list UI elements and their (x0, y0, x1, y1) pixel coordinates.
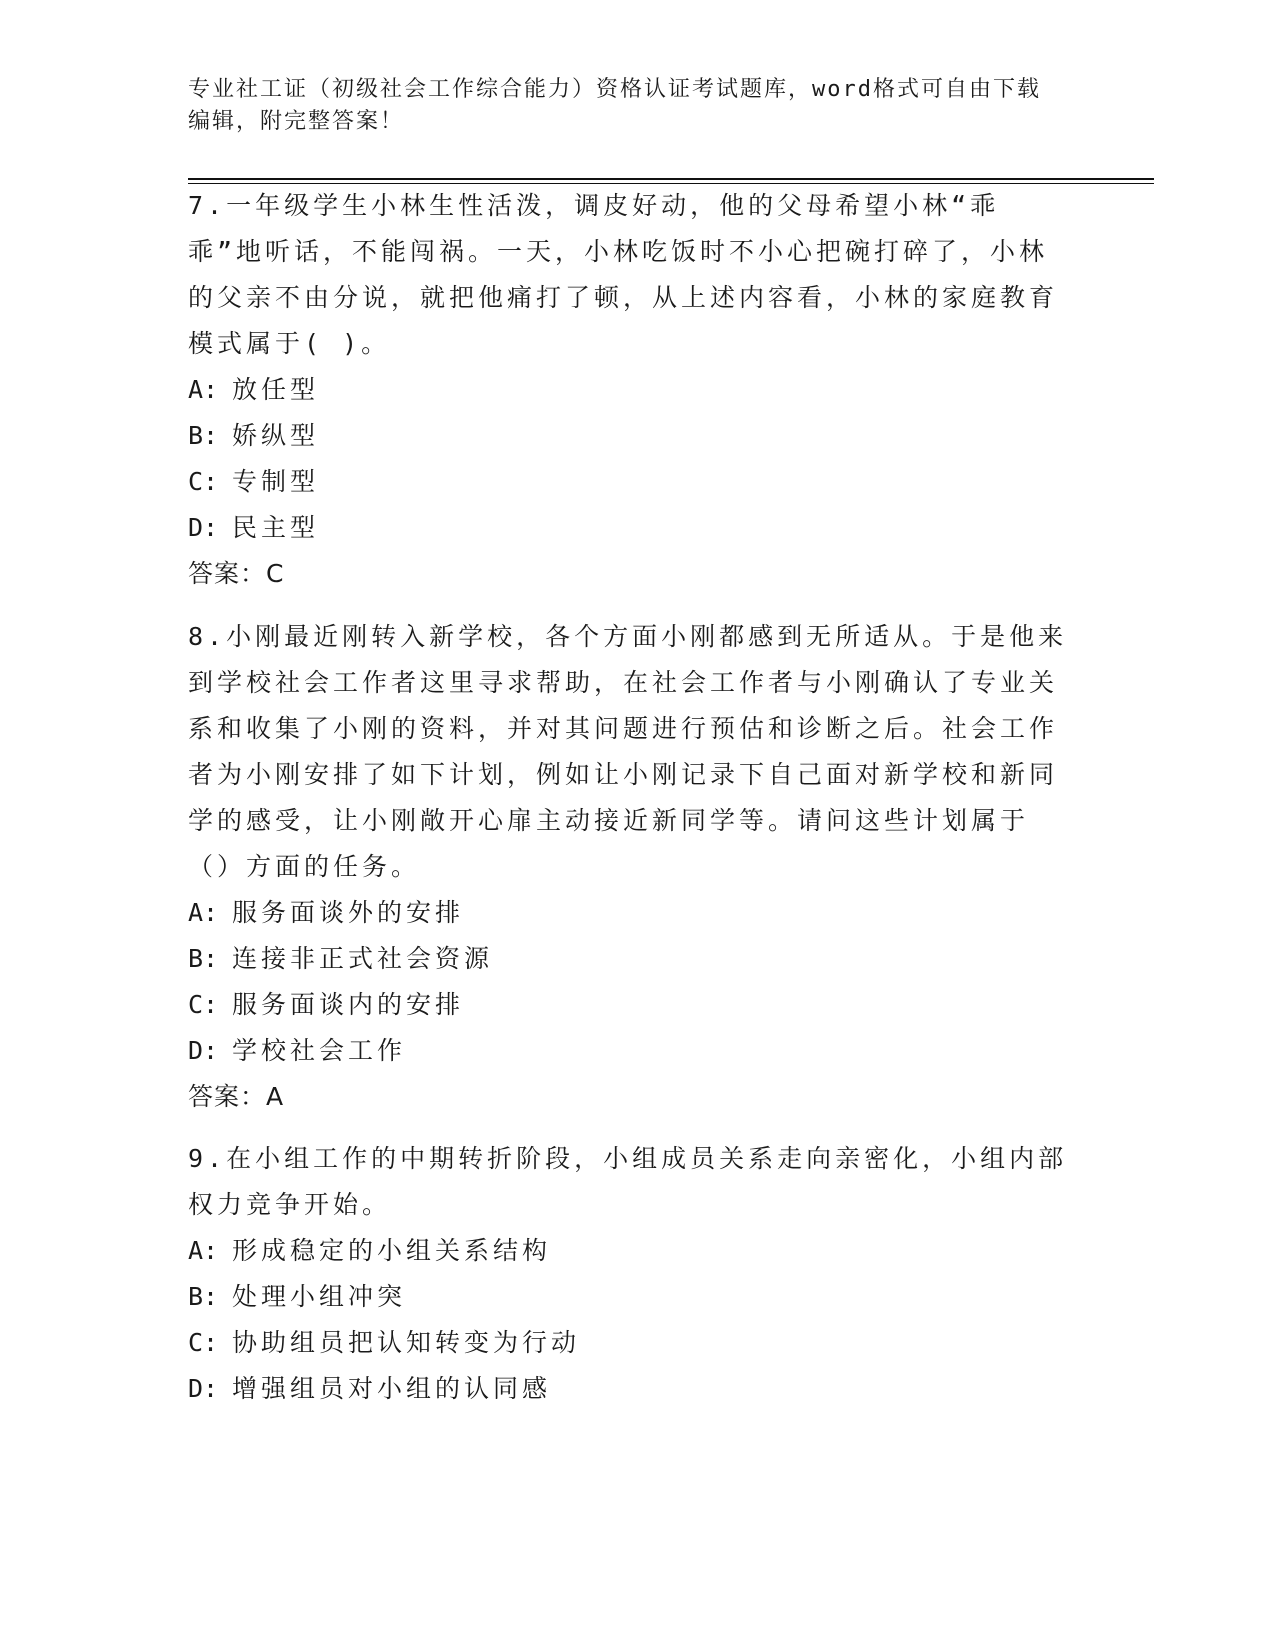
option-text: 学校社会工作 (232, 1036, 407, 1065)
option-key: B: (188, 421, 219, 450)
answer-line: 答案：C (188, 559, 285, 588)
question-8 (188, 614, 1068, 1120)
option-text: 协助组员把认知转变为行动 (232, 1328, 581, 1357)
option-key: A: (188, 898, 219, 927)
question-stem: 7.一年级学生小林生性活泼，调皮好动，他的父母希望小林“乖乖”地听话，不能闯祸。一天，小林吃饭时不小心把碗打碎了，小林的父亲不由分说，就把他痛打了顿，从上述内容看，小林的家庭教育模式属于( )。 (188, 191, 1059, 358)
option-key: B: (188, 944, 219, 973)
option-a (188, 367, 1068, 413)
header-rule-thick (188, 178, 1154, 180)
header-line-2: 编辑，附完整答案！ (188, 109, 405, 134)
option-text: 服务面谈外的安排 (232, 898, 465, 927)
option-a (188, 890, 1068, 936)
question-stem: 9.在小组工作的中期转折阶段，小组成员关系走向亲密化，小组内部权力竞争开始。 (188, 1144, 1068, 1219)
question-9 (188, 1136, 1068, 1412)
option-c (188, 459, 1068, 505)
option-key: B: (188, 1282, 219, 1311)
option-c (188, 982, 1068, 1028)
option-d (188, 1366, 1068, 1412)
option-key: C: (188, 467, 219, 496)
document-header (188, 74, 1088, 138)
option-key: D: (188, 1036, 219, 1065)
option-text: 放任型 (232, 375, 320, 404)
answer-line: 答案：A (188, 1082, 285, 1111)
option-key: D: (188, 513, 219, 542)
header-line-1: 专业社工证（初级社会工作综合能力）资格认证考试题库，word格式可自由下载 (188, 77, 1041, 102)
option-c (188, 1320, 1068, 1366)
option-text: 娇纵型 (232, 421, 320, 450)
option-text: 民主型 (232, 513, 320, 542)
option-a (188, 1228, 1068, 1274)
option-b (188, 936, 1068, 982)
option-text: 形成稳定的小组关系结构 (232, 1236, 552, 1265)
option-b (188, 1274, 1068, 1320)
option-text: 服务面谈内的安排 (232, 990, 465, 1019)
option-d (188, 505, 1068, 551)
option-key: A: (188, 1236, 219, 1265)
question-stem: 8.小刚最近刚转入新学校，各个方面小刚都感到无所适从。于是他来到学校社会工作者这里寻求帮助，在社会工作者与小刚确认了专业关系和收集了小刚的资料，并对其问题进行预估和诊断之后。社会工作者为小刚安排了如下计划，例如让小刚记录下自己面对新学校和新同学的感受，让小刚敞开心扉主动接近新同学等。请问这些计划属于（）方面的任务。 (188, 622, 1068, 881)
option-text: 处理小组冲突 (232, 1282, 407, 1311)
option-text: 连接非正式社会资源 (232, 944, 494, 973)
option-key: C: (188, 1328, 219, 1357)
option-b (188, 413, 1068, 459)
option-text: 专制型 (232, 467, 320, 496)
option-d (188, 1028, 1068, 1074)
question-7 (188, 183, 1068, 597)
option-key: A: (188, 375, 219, 404)
option-text: 增强组员对小组的认同感 (232, 1374, 552, 1403)
option-key: D: (188, 1374, 219, 1403)
option-key: C: (188, 990, 219, 1019)
